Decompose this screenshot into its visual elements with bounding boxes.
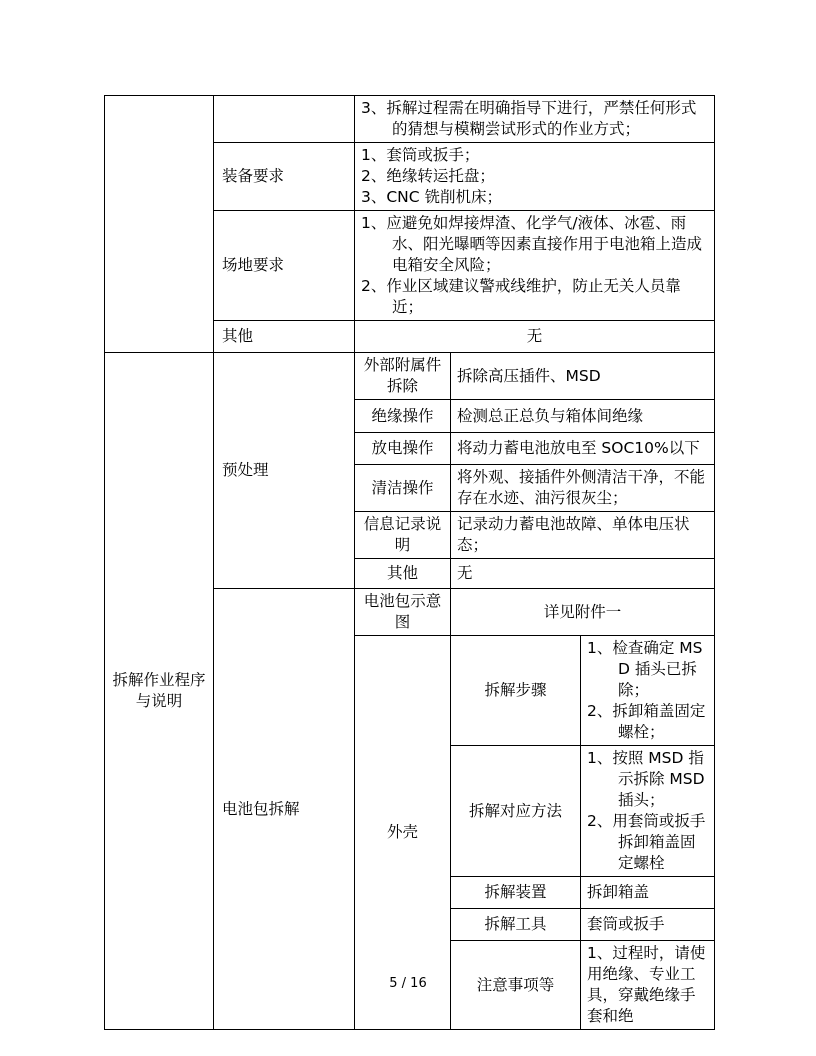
cell-preprocess-row3-label: 清洁操作 [355,465,451,512]
cell-section2-title: 拆解作业程序与说明 [105,353,214,1030]
cell-preprocess-label: 预处理 [214,353,355,589]
cell-other1-label: 其他 [214,321,355,353]
cell-equipment-content [355,143,715,211]
text-line: 3、拆解过程需在明确指导下进行，严禁任何形式的猜想与模糊尝试形式的作业方式； [361,99,697,138]
cell-section1-title-continuation [105,96,214,353]
cell-continuation-content [355,96,715,143]
cell-preprocess-row1-content: 检测总正总负与箱体间绝缘 [451,400,715,433]
cell-methods-content [581,746,715,877]
table-row [105,96,715,143]
cell-steps-content [581,636,715,746]
cell-tools-content: 套筒或扳手 [581,909,715,941]
cell-preprocess-row2-label: 放电操作 [355,433,451,465]
cell-preprocess-row2-content: 将动力蓄电池放电至 SOC10%以下 [451,433,715,465]
cell-notes-content: 1、过程时，请使用绝缘、专业工具，穿戴绝缘手套和绝 [581,941,715,1030]
list-item: 3、CNC 铣削机床； [361,188,503,206]
cell-shell-label: 外壳 [355,636,451,1030]
list-item: 1、按照 MSD 指示拆除 MSD 插头； [587,749,705,809]
cell-tools-label: 拆解工具 [451,909,581,941]
cell-diagram-label: 电池包示意图 [355,589,451,636]
cell-empty-label-continuation [214,96,355,143]
cell-steps-label: 拆解步骤 [451,636,581,746]
list-item: 1、套筒或扳手； [361,146,480,164]
cell-preprocess-row5-label: 其他 [355,559,451,589]
cell-methods-label: 拆解对应方法 [451,746,581,877]
cell-preprocess-row0-content: 拆除高压插件、MSD [451,353,715,400]
list-item: 1、应避免如焊接焊渣、化学气/液体、冰雹、雨水、阳光曝晒等因素直接作用于电池箱上造成电箱安全风险； [361,214,703,274]
cell-other1-content: 无 [355,321,715,353]
cell-pack-label: 电池包拆解 [214,589,355,1030]
cell-preprocess-row3-content: 将外观、接插件外侧清洁干净，不能存在水迹、油污很灰尘； [451,465,715,512]
cell-equipment-label: 装备要求 [214,143,355,211]
table-row [105,353,715,400]
cell-preprocess-row4-label: 信息记录说明 [355,512,451,559]
cell-preprocess-row4-content: 记录动力蓄电池故障、单体电压状态； [451,512,715,559]
list-item: 2、用套筒或扳手拆卸箱盖固定螺栓 [587,812,706,872]
cell-notes-label: 注意事项等 [451,941,581,1030]
cell-preprocess-row1-label: 绝缘操作 [355,400,451,433]
list-item: 1、检查确定 MSD 插头已拆除； [587,639,703,699]
cell-site-label: 场地要求 [214,211,355,321]
list-item: 2、拆卸箱盖固定螺栓； [587,702,706,741]
cell-site-content [355,211,715,321]
cell-device-label: 拆解装置 [451,877,581,909]
cell-diagram-content: 详见附件一 [451,589,715,636]
list-item: 2、作业区域建议警戒线维护，防止无关人员靠近； [361,277,681,316]
cell-preprocess-row0-label: 外部附属件拆除 [355,353,451,400]
page-number: 5 / 16 [389,976,427,991]
cell-device-content: 拆卸箱盖 [581,877,715,909]
list-item: 2、绝缘转运托盘； [361,167,495,185]
procedure-table [104,95,715,1030]
cell-preprocess-row5-content: 无 [451,559,715,589]
